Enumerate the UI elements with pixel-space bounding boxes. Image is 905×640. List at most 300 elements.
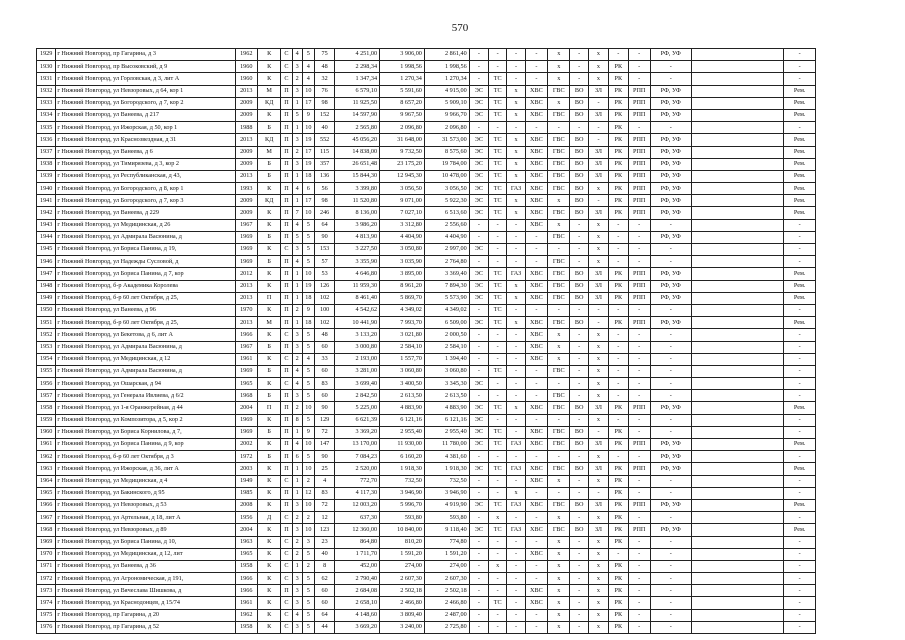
table-cell: -: [650, 426, 691, 438]
table-cell: ВО: [570, 170, 588, 182]
table-cell: х: [588, 560, 608, 572]
table-cell: 772,70: [335, 475, 380, 487]
table-cell: РФ, УФ: [650, 499, 691, 511]
table-cell: [691, 609, 784, 621]
address-cell: г Нижний Новгород, б-р 60 лет Октября, д 3: [56, 451, 235, 463]
table-cell: 8 961,20: [380, 280, 425, 292]
table-cell: ТС: [489, 439, 507, 451]
table-cell: -: [784, 378, 816, 390]
table-cell: -: [628, 378, 650, 390]
table-cell: РК: [609, 573, 628, 585]
row-number-cell: 1956: [37, 378, 56, 390]
table-cell: П: [281, 341, 292, 353]
table-cell: -: [525, 256, 547, 268]
table-cell: х: [507, 402, 525, 414]
table-cell: 102: [314, 317, 334, 329]
table-cell: х: [588, 390, 608, 402]
address-cell: г Нижний Новгород, ул Ижорская, д 36, лит А: [56, 463, 235, 475]
table-cell: -: [525, 512, 547, 524]
row-number-cell: 1950: [37, 304, 56, 316]
table-cell: -: [784, 329, 816, 341]
table-row: [37, 524, 816, 536]
table-cell: 5 909,10: [424, 97, 469, 109]
table-cell: -: [489, 475, 507, 487]
row-number-cell: 1976: [37, 621, 56, 633]
table-cell: -: [489, 585, 507, 597]
table-cell: -: [469, 304, 488, 316]
table-cell: Б: [257, 390, 280, 402]
address-cell: г Нижний Новгород, ул Адмирала Васюнина, д: [56, 341, 235, 353]
table-cell: РК: [609, 268, 628, 280]
table-cell: 3 050,80: [380, 244, 425, 256]
table-cell: 1962: [235, 609, 257, 621]
table-cell: 32: [314, 73, 334, 85]
table-cell: ГВС: [548, 402, 570, 414]
table-cell: [691, 183, 784, 195]
table-cell: ЭС: [469, 414, 488, 426]
table-cell: 3 399,80: [335, 183, 380, 195]
table-cell: 9: [302, 304, 314, 316]
table-cell: [691, 548, 784, 560]
table-row: [37, 292, 816, 304]
table-cell: 3: [292, 158, 302, 170]
table-cell: 3 946,90: [424, 487, 469, 499]
table-cell: -: [525, 73, 547, 85]
table-cell: 2013: [235, 85, 257, 97]
table-cell: 1966: [235, 585, 257, 597]
table-cell: К: [257, 353, 280, 365]
table-cell: -: [628, 621, 650, 633]
table-cell: 5 591,60: [380, 85, 425, 97]
table-cell: х: [507, 292, 525, 304]
table-cell: -: [489, 451, 507, 463]
table-cell: К: [257, 585, 280, 597]
table-cell: -: [609, 378, 628, 390]
table-cell: [691, 304, 784, 316]
table-cell: 123: [314, 524, 334, 536]
table-cell: -: [469, 219, 488, 231]
table-cell: Рем.: [784, 109, 816, 121]
table-cell: х: [548, 195, 570, 207]
table-cell: 1969: [235, 231, 257, 243]
row-number-cell: 1957: [37, 390, 56, 402]
table-cell: -: [628, 122, 650, 134]
table-cell: ГВС: [548, 390, 570, 402]
table-cell: РК: [609, 317, 628, 329]
table-cell: -: [628, 426, 650, 438]
table-cell: 4: [314, 475, 334, 487]
table-cell: 1 557,70: [380, 353, 425, 365]
table-cell: ЭС: [469, 170, 488, 182]
table-cell: 2: [292, 353, 302, 365]
table-cell: -: [469, 560, 488, 572]
table-cell: 2009: [235, 97, 257, 109]
table-cell: -: [588, 134, 608, 146]
table-cell: -: [570, 451, 588, 463]
table-cell: ЭС: [469, 134, 488, 146]
table-cell: ХВС: [525, 426, 547, 438]
table-cell: РФ, УФ: [650, 207, 691, 219]
table-cell: РК: [609, 109, 628, 121]
table-cell: 83: [314, 378, 334, 390]
table-cell: х: [588, 183, 608, 195]
table-cell: П: [281, 317, 292, 329]
table-cell: 3: [292, 524, 302, 536]
table-cell: ГВС: [548, 256, 570, 268]
table-cell: 1: [292, 280, 302, 292]
table-cell: -: [784, 256, 816, 268]
table-cell: 4 919,90: [424, 499, 469, 511]
table-cell: 1 918,30: [424, 463, 469, 475]
address-cell: г Нижний Новгород, ул Тимирязева, д 3, кор 2: [56, 158, 235, 170]
table-cell: ЭС: [469, 109, 488, 121]
table-cell: ТС: [489, 195, 507, 207]
table-cell: 5 869,70: [380, 292, 425, 304]
table-cell: х: [548, 621, 570, 633]
table-cell: 10 478,00: [424, 170, 469, 182]
table-cell: 12 360,00: [335, 524, 380, 536]
table-cell: ВО: [570, 146, 588, 158]
table-row: [37, 183, 816, 195]
table-cell: -: [570, 548, 588, 560]
table-cell: 9 732,50: [380, 146, 425, 158]
row-number-cell: 1954: [37, 353, 56, 365]
table-cell: -: [570, 122, 588, 134]
table-cell: х: [548, 560, 570, 572]
table-row: [37, 353, 816, 365]
table-cell: 4 813,90: [335, 231, 380, 243]
table-cell: 19 784,00: [424, 158, 469, 170]
table-cell: -: [628, 73, 650, 85]
table-cell: -: [628, 560, 650, 572]
table-cell: -: [570, 475, 588, 487]
table-cell: х: [507, 487, 525, 499]
table-cell: -: [650, 73, 691, 85]
table-cell: ХВС: [525, 524, 547, 536]
address-cell: г Нижний Новгород, б-р Академика Королева: [56, 280, 235, 292]
table-cell: П: [281, 280, 292, 292]
table-cell: -: [570, 536, 588, 548]
table-cell: 2 565,80: [335, 122, 380, 134]
table-cell: П: [281, 524, 292, 536]
table-cell: 10: [302, 85, 314, 97]
table-cell: 1970: [235, 304, 257, 316]
table-cell: -: [784, 73, 816, 85]
table-cell: 2 466,80: [424, 597, 469, 609]
table-cell: 3 946,90: [380, 487, 425, 499]
address-cell: г Нижний Новгород, ул Богородского, д 7, кор 3: [56, 195, 235, 207]
table-cell: С: [281, 560, 292, 572]
table-cell: -: [489, 219, 507, 231]
table-cell: 1961: [235, 353, 257, 365]
table-cell: 75: [314, 49, 334, 61]
address-cell: г Нижний Новгород, ул Медицинская, д 12: [56, 353, 235, 365]
table-cell: П: [281, 134, 292, 146]
table-cell: РПП: [628, 439, 650, 451]
table-cell: 1958: [235, 560, 257, 572]
table-cell: 732,50: [380, 475, 425, 487]
table-cell: -: [784, 61, 816, 73]
table-cell: ХВС: [525, 499, 547, 511]
table-cell: х: [588, 256, 608, 268]
row-number-cell: 1929: [37, 49, 56, 61]
table-cell: 8: [292, 414, 302, 426]
table-cell: ГАЗ: [507, 183, 525, 195]
table-cell: ЭС: [469, 268, 488, 280]
table-cell: -: [609, 390, 628, 402]
table-cell: КД: [257, 195, 280, 207]
table-cell: 2 466,80: [380, 597, 425, 609]
table-cell: х: [507, 280, 525, 292]
table-cell: 4 646,80: [335, 268, 380, 280]
table-cell: ХВС: [525, 158, 547, 170]
table-cell: ЗЛ: [588, 207, 608, 219]
table-cell: РПП: [628, 134, 650, 146]
table-cell: х: [548, 73, 570, 85]
table-cell: 3: [292, 499, 302, 511]
table-cell: -: [650, 573, 691, 585]
table-cell: 4 117,30: [335, 487, 380, 499]
table-cell: Б: [257, 122, 280, 134]
table-cell: -: [628, 256, 650, 268]
table-cell: 12 003,20: [335, 499, 380, 511]
table-cell: х: [507, 97, 525, 109]
table-cell: ГВС: [548, 85, 570, 97]
table-cell: -: [570, 329, 588, 341]
table-cell: 2003: [235, 463, 257, 475]
table-cell: Рем.: [784, 207, 816, 219]
row-number-cell: 1936: [37, 134, 56, 146]
table-cell: 4 381,60: [424, 451, 469, 463]
table-cell: РК: [609, 585, 628, 597]
table-cell: -: [784, 122, 816, 134]
table-cell: РФ, УФ: [650, 109, 691, 121]
table-cell: 3: [292, 585, 302, 597]
table-cell: [691, 219, 784, 231]
table-cell: х: [507, 146, 525, 158]
table-cell: ЭС: [469, 439, 488, 451]
table-cell: 129: [314, 414, 334, 426]
row-number-cell: 1941: [37, 195, 56, 207]
table-row: [37, 146, 816, 158]
table-cell: 3 345,30: [424, 378, 469, 390]
table-cell: х: [588, 61, 608, 73]
table-cell: -: [525, 390, 547, 402]
table-cell: 25: [314, 463, 334, 475]
table-cell: -: [489, 122, 507, 134]
table-cell: [691, 585, 784, 597]
table-cell: 1: [292, 97, 302, 109]
table-cell: 2013: [235, 292, 257, 304]
address-cell: г Нижний Новгород, ул Богородского, д 7, кор 2: [56, 97, 235, 109]
table-cell: К: [257, 378, 280, 390]
address-cell: г Нижний Новгород, ул Агрономическая, д 191,: [56, 573, 235, 585]
table-cell: ЗЛ: [588, 280, 608, 292]
table-cell: ГВС: [548, 426, 570, 438]
table-cell: -: [489, 341, 507, 353]
table-cell: -: [469, 621, 488, 633]
table-row: [37, 512, 816, 524]
table-cell: -: [628, 536, 650, 548]
table-cell: -: [650, 256, 691, 268]
table-cell: 12 945,30: [380, 170, 425, 182]
address-cell: г Нижний Новгород, ул 1-я Оранжерейная, д 44: [56, 402, 235, 414]
table-cell: 3 699,40: [335, 378, 380, 390]
table-cell: ЗЛ: [588, 499, 608, 511]
table-cell: К: [257, 475, 280, 487]
table-cell: 3: [292, 597, 302, 609]
table-cell: ХВС: [525, 268, 547, 280]
table-cell: К: [257, 109, 280, 121]
table-cell: 2009: [235, 158, 257, 170]
table-cell: РПП: [628, 499, 650, 511]
table-cell: х: [588, 414, 608, 426]
table-cell: -: [548, 414, 570, 426]
table-cell: РК: [609, 207, 628, 219]
table-cell: ТС: [489, 280, 507, 292]
address-cell: г Нижний Новгород, ул Богородского, д 8, кор 1: [56, 183, 235, 195]
table-row: [37, 536, 816, 548]
table-cell: П: [281, 195, 292, 207]
table-cell: 593,80: [380, 512, 425, 524]
table-cell: 2: [292, 512, 302, 524]
table-cell: -: [609, 353, 628, 365]
table-cell: [691, 426, 784, 438]
table-cell: -: [570, 414, 588, 426]
table-cell: П: [281, 170, 292, 182]
table-cell: ЗЛ: [588, 524, 608, 536]
table-cell: х: [507, 109, 525, 121]
table-cell: 2 861,40: [424, 49, 469, 61]
table-cell: х: [588, 536, 608, 548]
table-cell: 4: [292, 49, 302, 61]
table-cell: 3: [292, 341, 302, 353]
table-row: [37, 61, 816, 73]
table-cell: 3 895,00: [380, 268, 425, 280]
table-cell: К: [257, 329, 280, 341]
table-cell: -: [588, 426, 608, 438]
table-cell: х: [548, 609, 570, 621]
table-cell: х: [507, 134, 525, 146]
table-cell: 4 883,90: [380, 402, 425, 414]
table-cell: П: [281, 97, 292, 109]
table-row: [37, 244, 816, 256]
table-cell: [691, 170, 784, 182]
table-cell: 1 591,20: [380, 548, 425, 560]
table-row: [37, 573, 816, 585]
table-cell: ЭС: [469, 97, 488, 109]
table-cell: ЭС: [469, 402, 488, 414]
table-cell: -: [609, 365, 628, 377]
row-number-cell: 1961: [37, 439, 56, 451]
table-cell: РК: [609, 146, 628, 158]
table-cell: -: [784, 609, 816, 621]
table-cell: 357: [314, 158, 334, 170]
row-number-cell: 1963: [37, 463, 56, 475]
table-cell: -: [469, 475, 488, 487]
table-cell: 6: [302, 183, 314, 195]
table-cell: -: [507, 219, 525, 231]
table-cell: -: [628, 49, 650, 61]
table-cell: 2 725,80: [424, 621, 469, 633]
table-cell: 5: [302, 329, 314, 341]
table-row: [37, 219, 816, 231]
table-cell: РФ, УФ: [650, 195, 691, 207]
row-number-cell: 1962: [37, 451, 56, 463]
table-cell: -: [784, 560, 816, 572]
table-cell: 60: [314, 390, 334, 402]
table-cell: [691, 268, 784, 280]
table-cell: 3 240,00: [380, 621, 425, 633]
table-cell: 17: [302, 97, 314, 109]
table-cell: 10: [302, 439, 314, 451]
address-cell: г Нижний Новгород, ул Невзоровых, д 53: [56, 499, 235, 511]
table-cell: 9 967,50: [380, 109, 425, 121]
table-cell: ГВС: [548, 524, 570, 536]
table-cell: х: [507, 158, 525, 170]
row-number-cell: 1944: [37, 231, 56, 243]
row-number-cell: 1939: [37, 170, 56, 182]
table-cell: [691, 402, 784, 414]
table-cell: -: [525, 365, 547, 377]
table-cell: 810,20: [380, 536, 425, 548]
table-cell: 10 840,00: [380, 524, 425, 536]
table-cell: 5: [292, 109, 302, 121]
table-cell: 5: [302, 49, 314, 61]
table-cell: ХВС: [525, 585, 547, 597]
table-cell: 72: [314, 499, 334, 511]
table-cell: ЭС: [469, 426, 488, 438]
table-cell: Б: [257, 170, 280, 182]
table-cell: К: [257, 487, 280, 499]
table-cell: 5: [302, 621, 314, 633]
table-cell: -: [628, 512, 650, 524]
table-cell: 3 060,80: [424, 365, 469, 377]
table-cell: х: [548, 536, 570, 548]
table-cell: -: [507, 390, 525, 402]
table-cell: -: [628, 244, 650, 256]
address-cell: г Нижний Новгород, ул Бориса Панина, д 10,: [56, 536, 235, 548]
table-cell: РК: [609, 183, 628, 195]
table-cell: -: [609, 548, 628, 560]
table-cell: 2: [292, 548, 302, 560]
table-cell: -: [609, 256, 628, 268]
row-number-cell: 1946: [37, 256, 56, 268]
address-cell: г Нижний Новгород, ул Ванеева, д 229: [56, 207, 235, 219]
table-cell: [691, 122, 784, 134]
table-cell: [691, 475, 784, 487]
table-cell: 9 966,70: [424, 109, 469, 121]
table-cell: [691, 341, 784, 353]
table-cell: х: [548, 475, 570, 487]
table-row: [37, 463, 816, 475]
table-cell: 2: [292, 402, 302, 414]
table-cell: -: [507, 49, 525, 61]
table-cell: П: [281, 414, 292, 426]
table-cell: 10: [302, 463, 314, 475]
table-cell: -: [507, 304, 525, 316]
table-cell: -: [570, 73, 588, 85]
row-number-cell: 1938: [37, 158, 56, 170]
table-cell: х: [548, 49, 570, 61]
table-cell: -: [469, 256, 488, 268]
table-cell: 10: [302, 122, 314, 134]
table-cell: -: [525, 609, 547, 621]
table-cell: 2009: [235, 146, 257, 158]
table-cell: Рем.: [784, 146, 816, 158]
table-cell: -: [489, 621, 507, 633]
table-cell: 5: [302, 219, 314, 231]
